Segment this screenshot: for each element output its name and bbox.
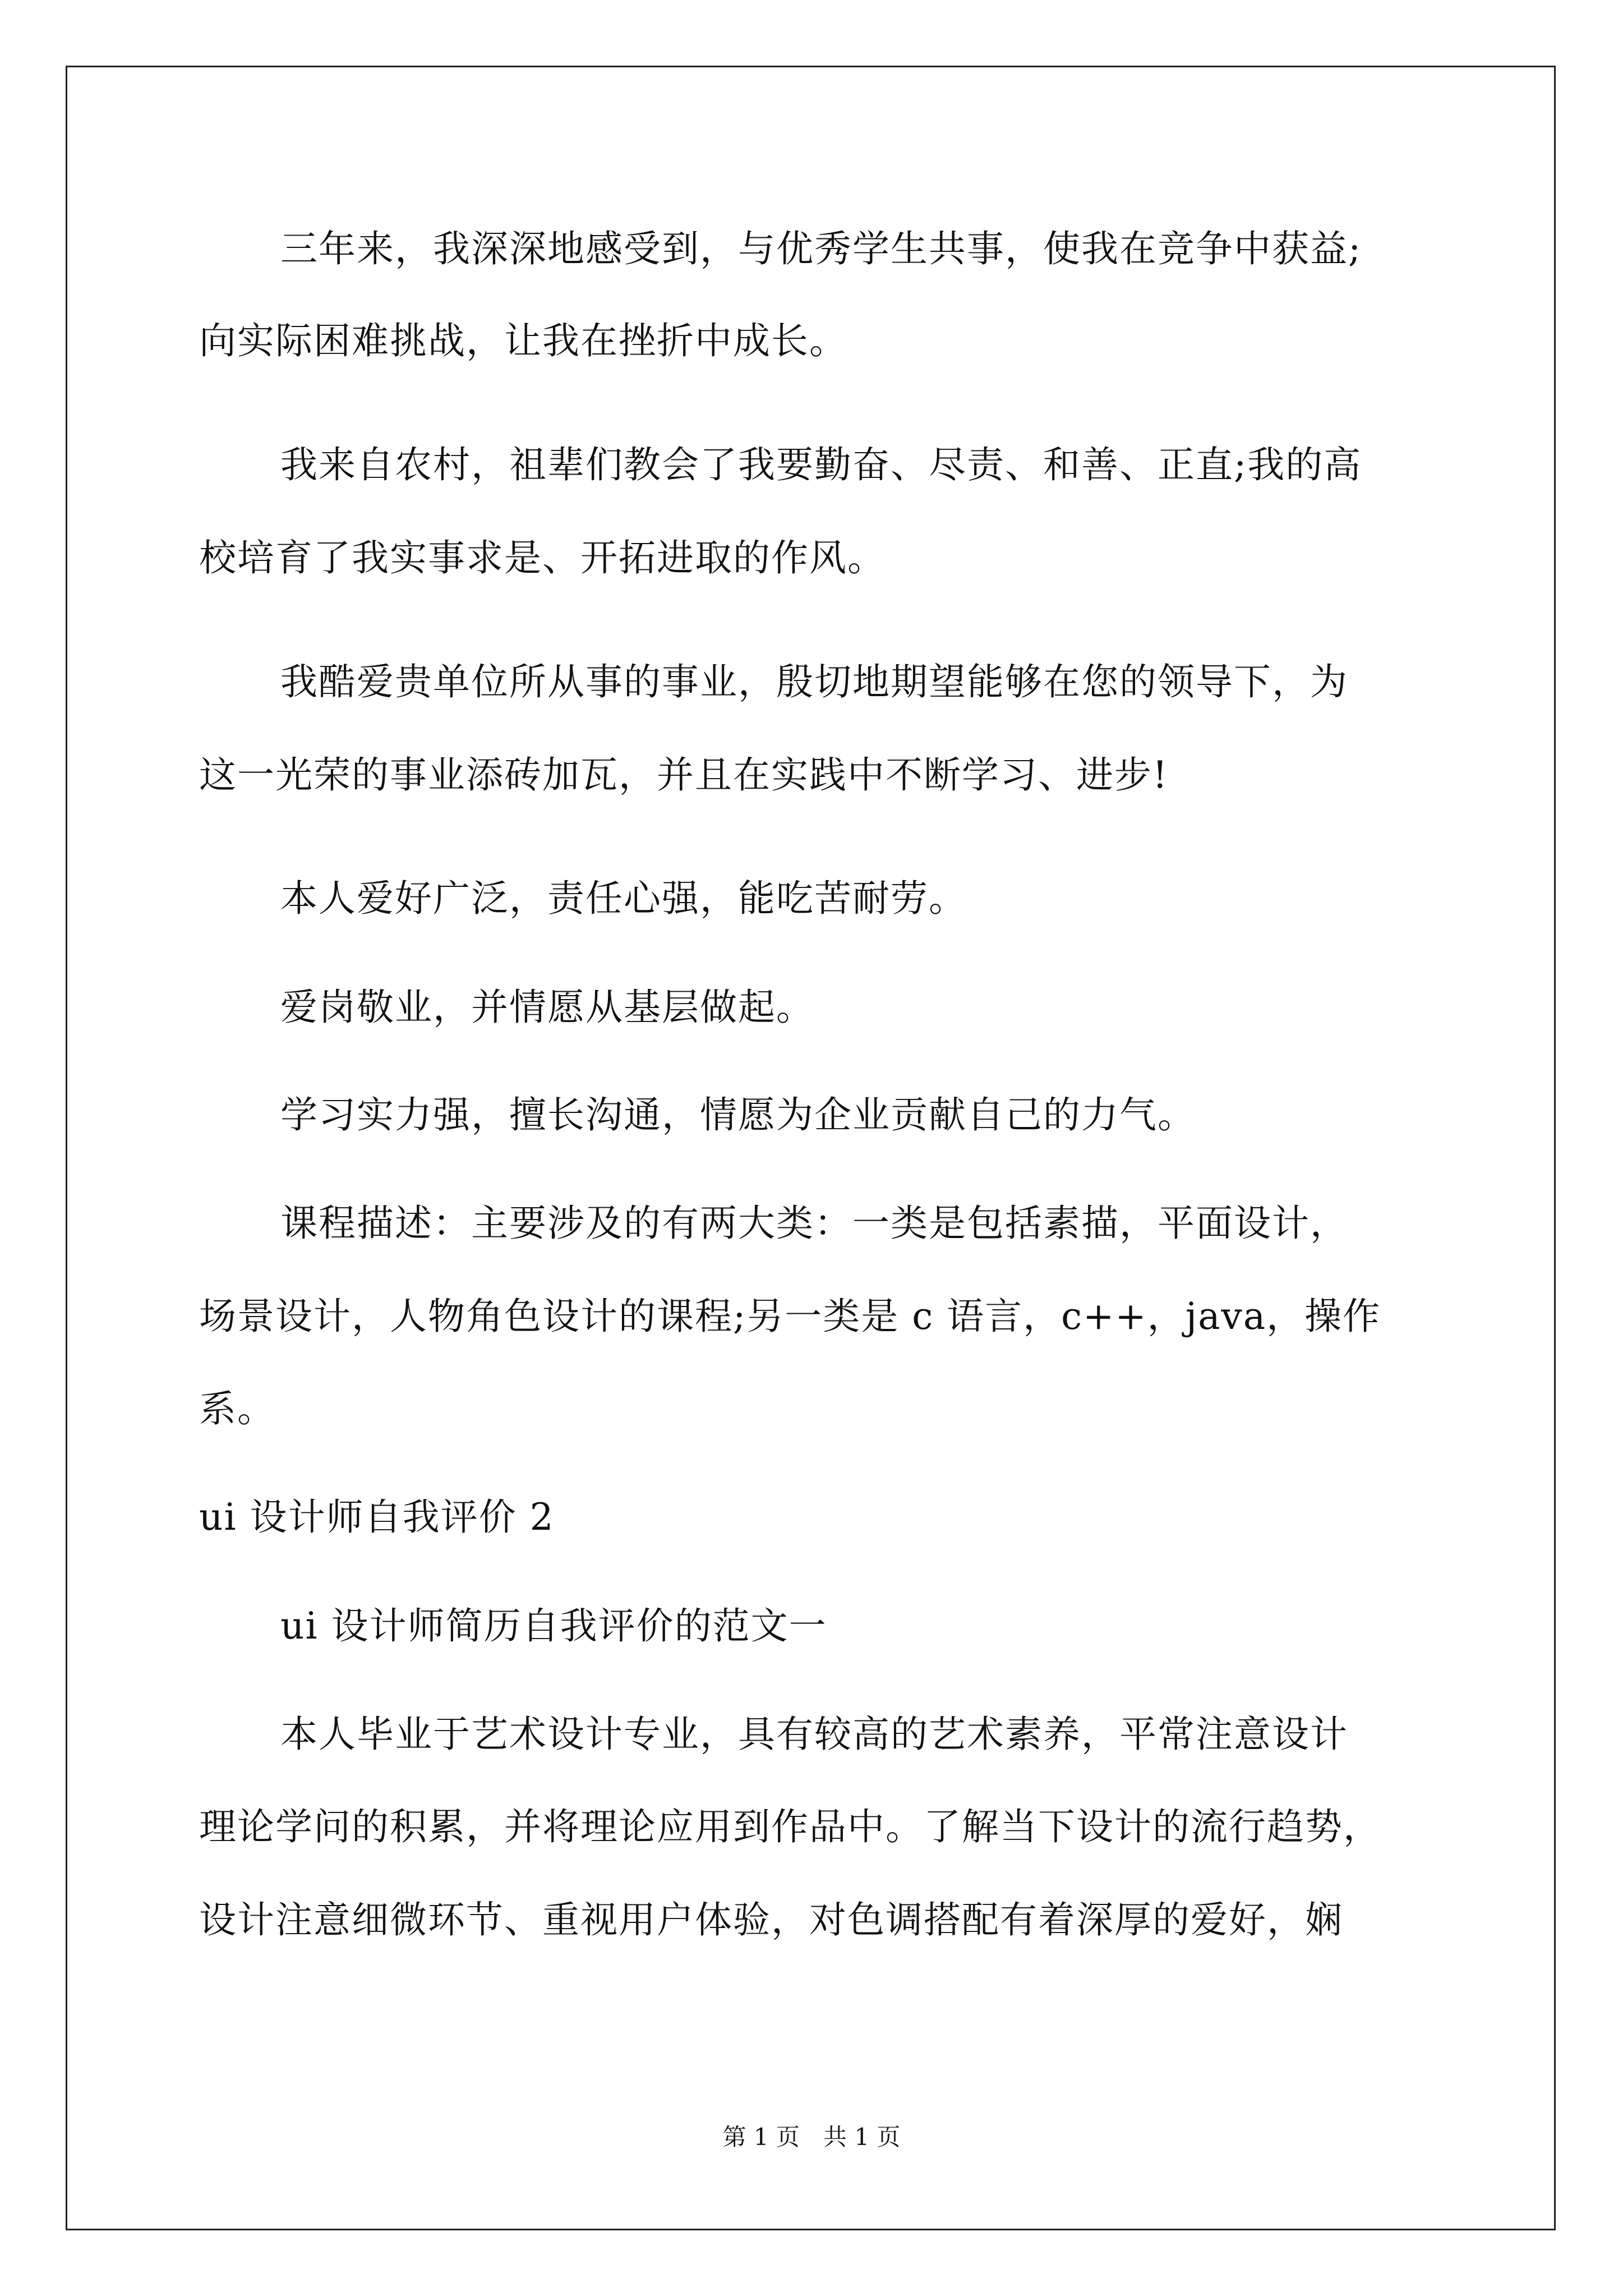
paragraph-line: 场景设计，人物角色设计的课程;另一类是 c 语言，c++，java，操作 xyxy=(199,1295,1381,1338)
paragraph-line: 学习实力强，擅长沟通，情愿为企业贡献自己的力气。 xyxy=(280,1093,1196,1137)
paragraph-line: 本人爱好广泛，责任心强，能吃苦耐劳。 xyxy=(280,877,967,920)
page-number-footer: 第 1 页 共 1 页 xyxy=(722,2123,901,2151)
section-heading: ui 设计师自我评价 2 xyxy=(199,1496,555,1539)
paragraph-line: 三年来，我深深地感受到，与优秀学生共事，使我在竞争中获益; xyxy=(280,227,1362,270)
paragraph-line: 系。 xyxy=(199,1387,275,1430)
paragraph-line: 我酷爱贵单位所从事的事业，殷切地期望能够在您的领导下，为 xyxy=(280,660,1348,703)
paragraph-line: 本人毕业于艺术设计专业，具有较高的艺术素养，平常注意设计 xyxy=(280,1713,1348,1756)
paragraph-line: 这一光荣的事业添砖加瓦，并且在实践中不断学习、进步! xyxy=(199,753,1169,797)
paragraph-line: 向实际困难挑战，让我在挫折中成长。 xyxy=(199,319,847,362)
paragraph-line: 校培育了我实事求是、开拓进取的作风。 xyxy=(199,536,886,579)
paragraph-line: 理论学问的积累，并将理论应用到作品中。了解当下设计的流行趋势， xyxy=(199,1805,1381,1848)
paragraph-line: 爱岗敬业，并情愿从基层做起。 xyxy=(280,986,814,1029)
paragraph-line: ui 设计师简历自我评价的范文一 xyxy=(280,1604,827,1648)
paragraph-line: 我来自农村，祖辈们教会了我要勤奋、尽责、和善、正直;我的高 xyxy=(280,443,1362,486)
paragraph-line: 课程描述：主要涉及的有两大类：一类是包括素描，平面设计， xyxy=(280,1202,1348,1245)
paragraph-line: 设计注意细微环节、重视用户体验，对色调搭配有着深厚的爱好，娴 xyxy=(199,1898,1343,1941)
